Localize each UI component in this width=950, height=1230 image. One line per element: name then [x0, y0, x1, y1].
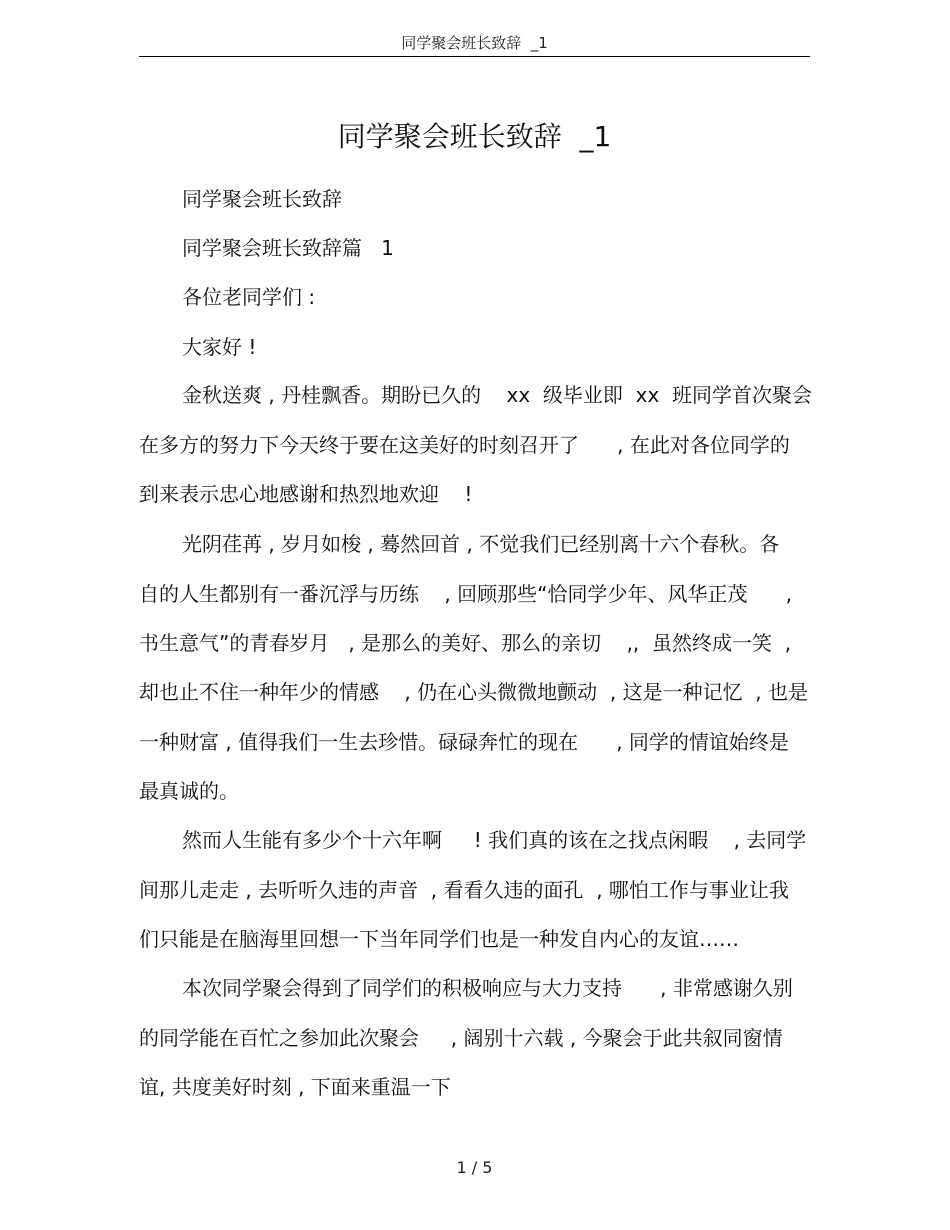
text-line: 一种财富 , 值得我们一生去珍惜。碌碌奔忙的现在 , 同学的情谊始终是: [139, 730, 789, 754]
text-line: 同学聚会班长致辞篇 1: [182, 236, 394, 260]
text-line: 本次同学聚会得到了同学们的积极响应与大力支持 , 非常感谢久别: [182, 976, 793, 1000]
text-line: 却也止不住一种年少的情感 , 仍在心头微微地颤动 , 这是一种记忆 , 也是: [139, 680, 809, 704]
text-line: 最真诚的。: [139, 779, 239, 803]
page-number: 1 / 5: [456, 1158, 493, 1177]
document-title: 同学聚会班长致辞 _1: [337, 120, 612, 153]
text-line: 然而人生能有多少个十六年啊 ! 我们真的该在之找点闲暇 , 去同学: [182, 828, 807, 852]
text-line: 的同学能在百忙之参加此次聚会 , 阔别十六载 , 今聚会于此共叙同窗情: [139, 1026, 783, 1050]
text-line: 各位老同学们 :: [182, 285, 316, 309]
text-line: 光阴荏苒 , 岁月如梭 , 蓦然回首 , 不觉我们已经别离十六个春秋。各: [182, 532, 780, 556]
text-line: 自的人生都别有一番沉浮与历练 , 回顾那些“恰同学少年、风华正茂 ,: [139, 582, 793, 606]
text-line: 们只能是在脑海里回想一下当年同学们也是一种发自内心的友谊……: [139, 927, 739, 951]
text-line: 到来表示忠心地感谢和热烈地欢迎 !: [139, 482, 473, 506]
text-line: 书生意气”的青春岁月 , 是那么的美好、那么的亲切 ,, 虽然终成一笑 ,: [139, 631, 792, 655]
text-line: 金秋送爽 , 丹桂飘香。期盼已久的 xx 级毕业即 xx 班同学首次聚会: [182, 383, 812, 407]
running-header: 同学聚会班长致辞 _1: [401, 34, 548, 52]
text-line: 同学聚会班长致辞: [182, 187, 342, 211]
header-divider: [139, 56, 810, 57]
text-line: 间那儿走走 , 去听听久违的声音 , 看看久违的面孔 , 哪怕工作与事业让我: [139, 878, 789, 902]
text-line: 大家好 !: [182, 335, 257, 359]
text-line: 谊, 共度美好时刻 , 下面来重温一下: [139, 1075, 451, 1099]
text-line: 在多方的努力下今天终于要在这美好的时刻召开了 , 在此对各位同学的: [139, 433, 790, 457]
